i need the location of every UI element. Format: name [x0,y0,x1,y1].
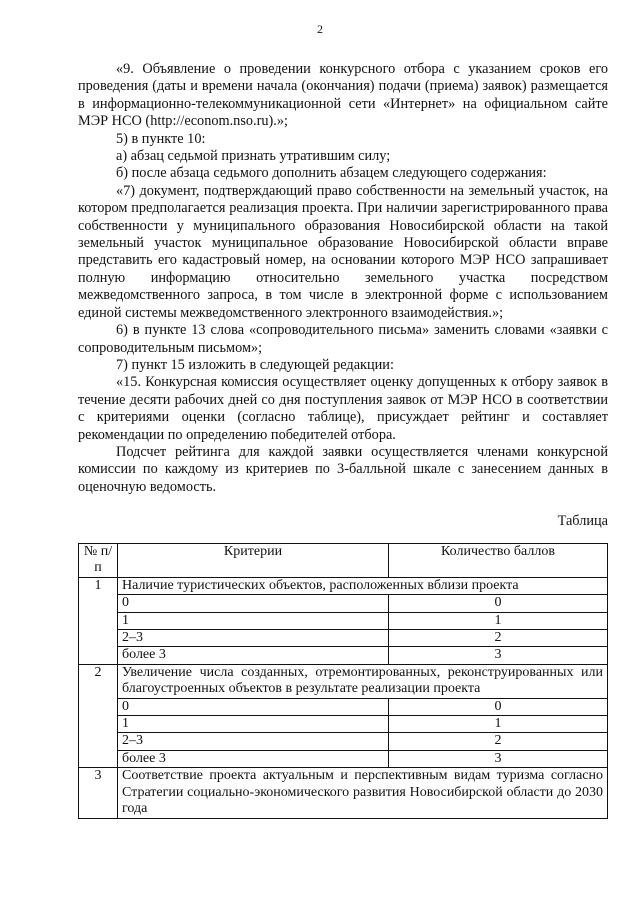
paragraph-ownership-document: «7) документ, подтверждающий право собственности на земельный участок, на котором предполагается реализация проекта. При наличии зарегистрированного права собственности у муниципального образования Новосибирской области на такой земельный участок муниципальное образование Новосибирской области вправе представить его кадастровый номер, на основании которого МЭР НСО запрашивает полную информацию относительно земельного участка посредством межведомственного запроса, в том числе в электронной форме с использованием единой системы межведомственного электронного взаимодействия.»; [78,182,608,321]
table-row [79,612,608,629]
table-row [79,664,608,698]
table-caption: Таблица [557,513,608,529]
points-value: 1 [389,716,608,733]
table-row [79,716,608,733]
group-number: 1 [79,577,118,664]
group-number: 2 [79,664,118,767]
criterion-value: более 3 [118,750,389,767]
points-value: 2 [389,733,608,750]
table-row [79,768,608,818]
paragraph-point-6: 6) в пункте 13 слова «сопроводительного письма» заменить словами «заявки с сопроводительным письмом»; [78,322,608,356]
criterion-value: более 3 [118,647,389,664]
table-row [79,733,608,750]
paragraph-point-7: 7) пункт 15 изложить в следующей редакции: [116,356,394,373]
points-value: 0 [389,698,608,715]
paragraph-point-5: 5) в пункте 10: [116,130,206,147]
paragraph-subpoint-b: б) после абзаца седьмого дополнить абзацем следующего содержания: [116,165,547,182]
criteria-table [78,543,608,819]
document-body [78,61,608,496]
criterion-value: 2–3 [118,630,389,647]
points-value: 3 [389,647,608,664]
table-row [79,698,608,715]
group-title: Соответствие проекта актуальным и перспективным видам туризма согласно Стратегии социально-экономического развития Новосибирской области до 2030 года [118,768,608,818]
group-number: 3 [79,768,118,818]
points-value: 1 [389,612,608,629]
criterion-value: 0 [118,595,389,612]
criterion-value: 1 [118,716,389,733]
table-row [79,647,608,664]
paragraph-item-15-commission: «15. Конкурсная комиссия осуществляет оценку допущенных к отбору заявок в течение десяти рабочих дней со дня поступления заявок от МЭР НСО в соответствии с критериями оценки (согласно таблице), присуждает рейтинг и составляет рекомендации по определению победителей отбора. [78,374,608,443]
points-value: 0 [389,595,608,612]
points-value: 2 [389,630,608,647]
group-title: Наличие туристических объектов, расположенных вблизи проекта [118,577,608,594]
table-row [79,630,608,647]
header-number: № п/п [79,544,118,578]
table-header-row [79,544,608,578]
header-points: Количество баллов [389,544,608,578]
paragraph-subpoint-a: а) абзац седьмой признать утратившим силу; [116,148,391,165]
paragraph-item-9-announcement: «9. Объявление о проведении конкурсного отбора с указанием сроков его проведения (даты и времени начала (окончания) подачи (приема) заявок) размещается в информационно-телекоммуникационной сети «Интернет» на официальном сайте МЭР НСО (http://econom.nso.ru).»; [78,61,608,130]
group-title: Увеличение числа созданных, отремонтированных, реконструированных или благоустроенных объектов в результате реализации проекта [118,664,608,698]
header-criteria: Критерии [118,544,389,578]
table-row [79,595,608,612]
table-row [79,750,608,767]
criterion-value: 0 [118,698,389,715]
paragraph-rating-calculation: Подсчет рейтинга для каждой заявки осуществляется членами конкурсной комиссии по каждому из критериев по 3-балльной шкале с занесением данных в оценочную ведомость. [78,443,608,495]
criterion-value: 2–3 [118,733,389,750]
page-number: 2 [317,22,323,36]
points-value: 3 [389,750,608,767]
criterion-value: 1 [118,612,389,629]
table-row [79,577,608,594]
